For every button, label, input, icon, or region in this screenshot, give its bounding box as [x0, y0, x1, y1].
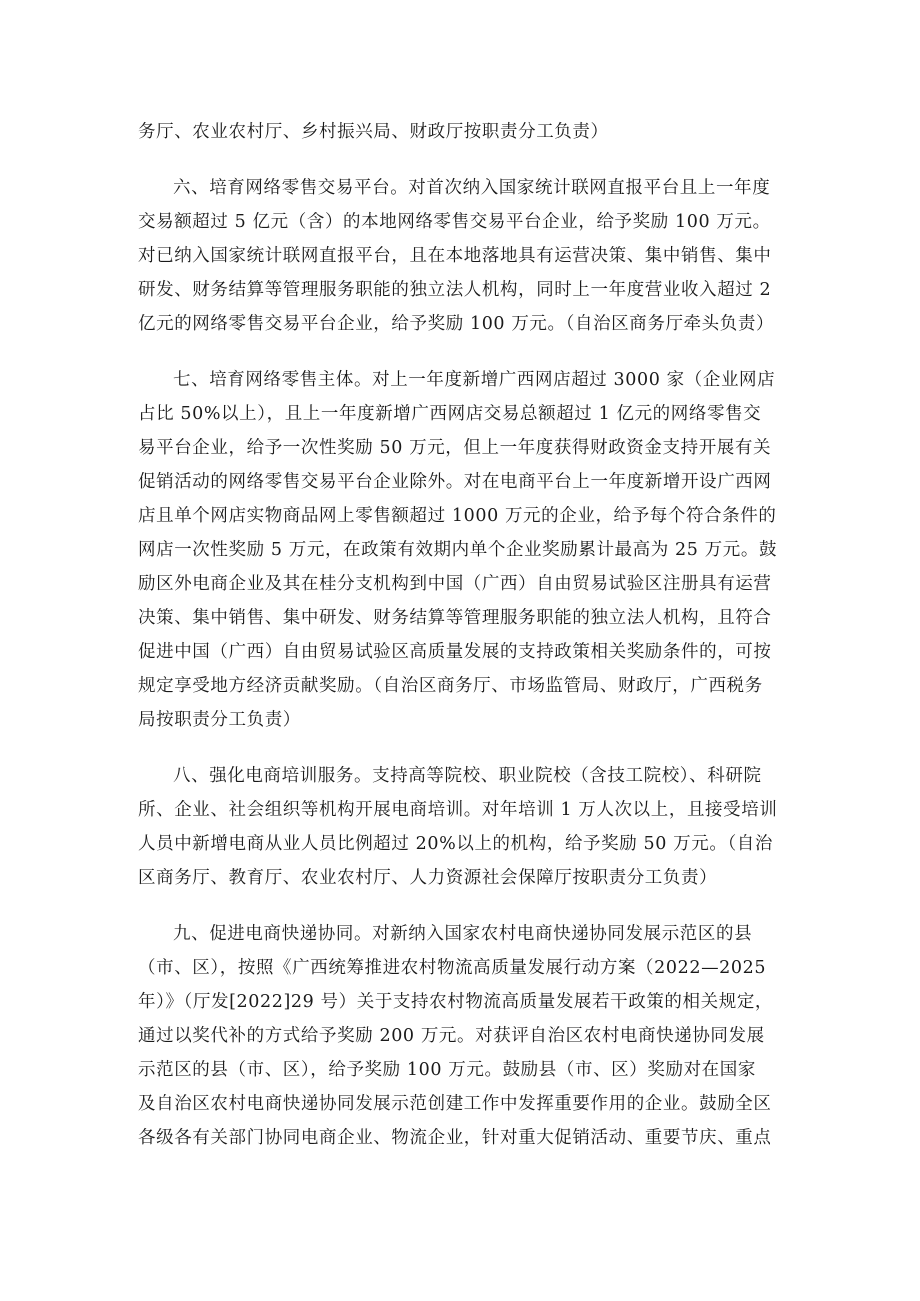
text-line: 促进中国（广西）自由贸易试验区高质量发展的支持政策相关奖励条件的，可按 [138, 642, 772, 662]
text-line: 励区外电商企业及其在桂分支机构到中国（广西）自由贸易试验区注册具有运营 [138, 574, 772, 594]
text-line: 及自治区农村电商快递协同发展示范创建工作中发挥重要作用的企业。鼓励全区 [138, 1094, 772, 1114]
text-line: 人员中新增电商从业人员比例超过 20%以上的机构，给予奖励 50 万元。（自治 [138, 834, 774, 854]
text-line: 示范区的县（市、区），给予奖励 100 万元。鼓励县（市、区）奖励对在国家 [138, 1060, 756, 1080]
text-line: 网店一次性奖励 5 万元，在政策有效期内单个企业奖励累计最高为 25 万元。鼓 [138, 540, 778, 560]
text-line: 研发、财务结算等管理服务职能的独立法人机构，同时上一年度营业收入超过 2 [138, 280, 772, 300]
paragraph-heading-8: 八、强化电商培训服务。支持高等院校、职业院校（含技工院校）、科研院 [173, 766, 762, 786]
text-line: 对已纳入国家统计联网直报平台，且在本地落地具有运营决策、集中销售、集中 [138, 246, 772, 266]
text-line: 局按职责分工负责） [138, 710, 301, 730]
text-line: 年）》（厅发[2022]29 号）关于支持农村物流高质量发展若干政策的相关规定， [138, 992, 774, 1012]
text-line: 店且单个网店实物商品网上零售额超过 1000 万元的企业，给予每个符合条件的 [138, 506, 777, 526]
text-line: 各级各有关部门协同电商企业、物流企业，针对重大促销活动、重要节庆、重点 [138, 1128, 772, 1148]
text-line: 促销活动的网络零售交易平台企业除外。对在电商平台上一年度新增开设广西网 [138, 472, 772, 492]
paragraph-heading-6: 六、培育网络零售交易平台。对首次纳入国家统计联网直报平台且上一年度 [173, 178, 771, 198]
text-line: 易平台企业，给予一次性奖励 50 万元，但上一年度获得财政资金支持开展有关 [138, 438, 772, 458]
text-line: 交易额超过 5 亿元（含）的本地网络零售交易平台企业，给予奖励 100 万元。 [138, 212, 771, 232]
text-line: 区商务厅、教育厅、农业农村厅、人力资源社会保障厅按职责分工负责） [138, 868, 718, 888]
text-line: 亿元的网络零售交易平台企业，给予奖励 100 万元。（自治区商务厅牵头负责） [138, 314, 775, 334]
text-line: 所、企业、社会组织等机构开展电商培训。对年培训 1 万人次以上，且接受培训 [138, 800, 778, 820]
text-line: （市、区），按照《广西统筹推进农村物流高质量发展行动方案（2022—2025 [138, 958, 767, 978]
text-line: 决策、集中销售、集中研发、财务结算等管理服务职能的独立法人机构，且符合 [138, 608, 772, 628]
paragraph-heading-9: 九、促进电商快递协同。对新纳入国家农村电商快递协同发展示范区的县 [173, 924, 753, 944]
paragraph-heading-7: 七、培育网络零售主体。对上一年度新增广西网店超过 3000 家（企业网店 [173, 370, 776, 390]
text-line: 务厅、农业农村厅、乡村振兴局、财政厅按职责分工负责） [138, 122, 609, 142]
text-line: 规定享受地方经济贡献奖励。（自治区商务厅、市场监管局、财政厅，广西税务 [138, 676, 763, 696]
text-line: 占比 50%以上），且上一年度新增广西网店交易总额超过 1 亿元的网络零售交 [138, 404, 762, 424]
text-line: 通过以奖代补的方式给予奖励 200 万元。对获评自治区农村电商快递协同发展 [138, 1026, 765, 1046]
